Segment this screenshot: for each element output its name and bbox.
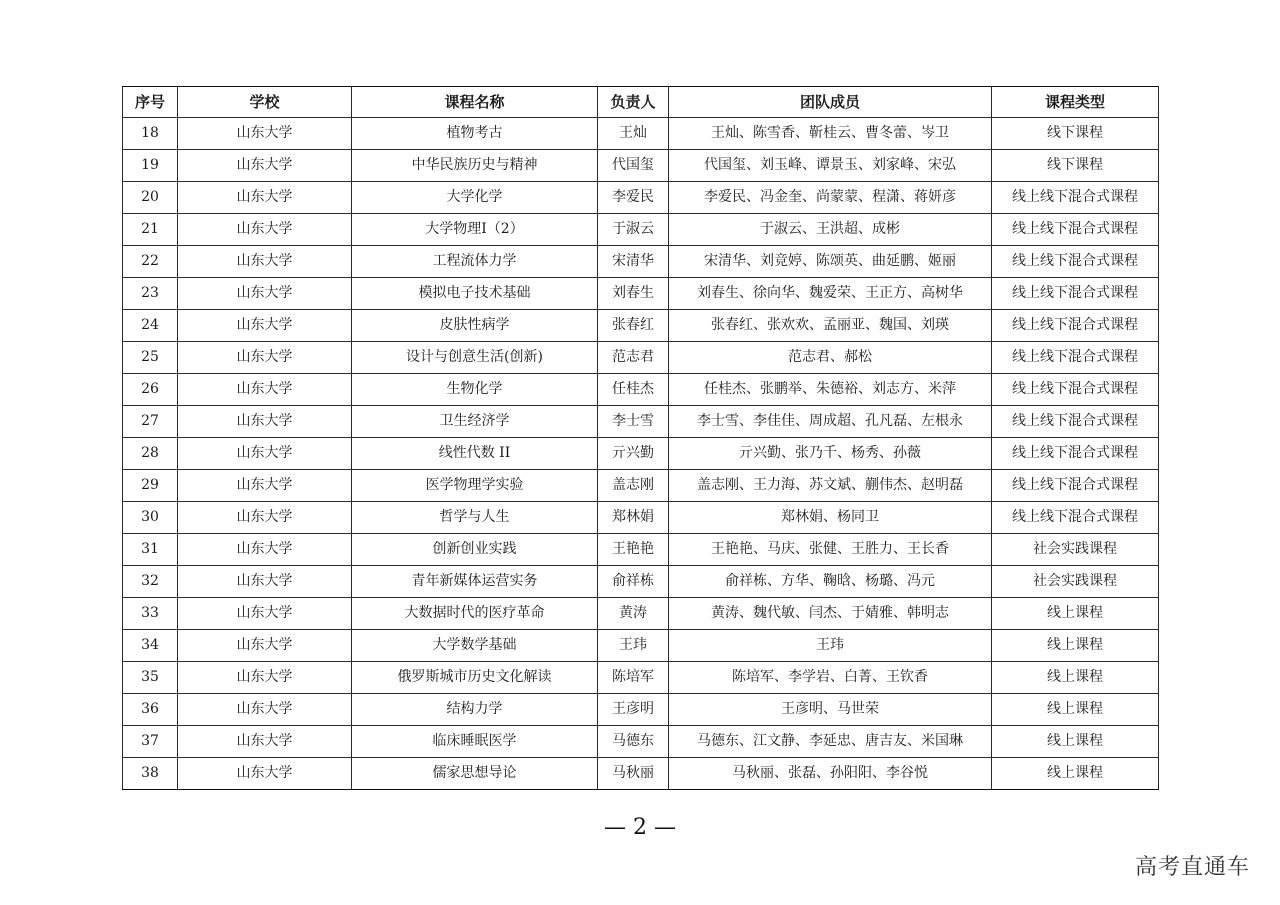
cell-school: 山东大学 xyxy=(178,726,352,758)
cell-school: 山东大学 xyxy=(178,598,352,630)
cell-index: 18 xyxy=(123,118,178,150)
table-row xyxy=(123,694,1159,726)
cell-course-type: 线上线下混合式课程 xyxy=(992,374,1159,406)
cell-lead: 于淑云 xyxy=(598,214,669,246)
cell-school: 山东大学 xyxy=(178,534,352,566)
cell-course-type: 线上课程 xyxy=(992,726,1159,758)
cell-course-name: 线性代数 II xyxy=(352,438,598,470)
table-row xyxy=(123,758,1159,790)
cell-school: 山东大学 xyxy=(178,694,352,726)
cell-index: 23 xyxy=(123,278,178,310)
header-index: 序号 xyxy=(123,87,178,118)
cell-team-members: 亓兴勤、张乃千、杨秀、孙薇 xyxy=(669,438,992,470)
cell-team-members: 宋清华、刘竞婷、陈颂英、曲延鹏、姬丽 xyxy=(669,246,992,278)
table-row xyxy=(123,150,1159,182)
cell-lead: 宋清华 xyxy=(598,246,669,278)
cell-lead: 范志君 xyxy=(598,342,669,374)
cell-index: 35 xyxy=(123,662,178,694)
cell-team-members: 黄涛、魏代敏、闫杰、于婧雅、韩明志 xyxy=(669,598,992,630)
table-row xyxy=(123,470,1159,502)
cell-course-name: 大学物理Ⅰ（2） xyxy=(352,214,598,246)
cell-course-type: 线上课程 xyxy=(992,630,1159,662)
cell-lead: 代国玺 xyxy=(598,150,669,182)
cell-course-name: 青年新媒体运营实务 xyxy=(352,566,598,598)
cell-lead: 俞祥栋 xyxy=(598,566,669,598)
cell-school: 山东大学 xyxy=(178,630,352,662)
cell-index: 25 xyxy=(123,342,178,374)
cell-team-members: 盖志刚、王力海、苏文斌、蒯伟杰、赵明磊 xyxy=(669,470,992,502)
cell-team-members: 王彦明、马世荣 xyxy=(669,694,992,726)
cell-team-members: 张春红、张欢欢、孟丽亚、魏国、刘瑛 xyxy=(669,310,992,342)
cell-course-name: 大学数学基础 xyxy=(352,630,598,662)
cell-index: 24 xyxy=(123,310,178,342)
cell-team-members: 李士雪、李佳佳、周成超、孔凡磊、左根永 xyxy=(669,406,992,438)
cell-course-type: 线上线下混合式课程 xyxy=(992,182,1159,214)
cell-course-name: 医学物理学实验 xyxy=(352,470,598,502)
table-row xyxy=(123,278,1159,310)
cell-lead: 马德东 xyxy=(598,726,669,758)
cell-school: 山东大学 xyxy=(178,246,352,278)
cell-team-members: 于淑云、王洪超、成彬 xyxy=(669,214,992,246)
cell-team-members: 俞祥栋、方华、鞠晗、杨璐、冯元 xyxy=(669,566,992,598)
table-header-row xyxy=(123,87,1159,118)
cell-school: 山东大学 xyxy=(178,214,352,246)
cell-lead: 黄涛 xyxy=(598,598,669,630)
cell-index: 26 xyxy=(123,374,178,406)
cell-course-type: 线上课程 xyxy=(992,758,1159,790)
cell-team-members: 马德东、江文静、李延忠、唐吉友、米国琳 xyxy=(669,726,992,758)
cell-index: 38 xyxy=(123,758,178,790)
cell-lead: 王灿 xyxy=(598,118,669,150)
cell-course-name: 卫生经济学 xyxy=(352,406,598,438)
cell-index: 20 xyxy=(123,182,178,214)
cell-course-name: 皮肤性病学 xyxy=(352,310,598,342)
cell-index: 30 xyxy=(123,502,178,534)
cell-lead: 马秋丽 xyxy=(598,758,669,790)
cell-team-members: 郑林娟、杨同卫 xyxy=(669,502,992,534)
cell-course-name: 中华民族历史与精神 xyxy=(352,150,598,182)
cell-school: 山东大学 xyxy=(178,278,352,310)
cell-course-type: 线下课程 xyxy=(992,118,1159,150)
cell-lead: 陈培军 xyxy=(598,662,669,694)
table-row xyxy=(123,374,1159,406)
cell-course-name: 模拟电子技术基础 xyxy=(352,278,598,310)
cell-school: 山东大学 xyxy=(178,342,352,374)
cell-course-type: 线上线下混合式课程 xyxy=(992,310,1159,342)
cell-team-members: 陈培军、李学岩、白菁、王钦香 xyxy=(669,662,992,694)
cell-school: 山东大学 xyxy=(178,438,352,470)
cell-index: 37 xyxy=(123,726,178,758)
cell-index: 31 xyxy=(123,534,178,566)
table-row xyxy=(123,598,1159,630)
cell-school: 山东大学 xyxy=(178,758,352,790)
cell-course-type: 线上线下混合式课程 xyxy=(992,470,1159,502)
cell-index: 36 xyxy=(123,694,178,726)
cell-lead: 盖志刚 xyxy=(598,470,669,502)
cell-school: 山东大学 xyxy=(178,406,352,438)
cell-school: 山东大学 xyxy=(178,374,352,406)
cell-team-members: 范志君、郝松 xyxy=(669,342,992,374)
cell-index: 32 xyxy=(123,566,178,598)
cell-index: 19 xyxy=(123,150,178,182)
header-lead: 负责人 xyxy=(598,87,669,118)
table-row xyxy=(123,566,1159,598)
cell-index: 28 xyxy=(123,438,178,470)
cell-lead: 郑林娟 xyxy=(598,502,669,534)
table-row xyxy=(123,406,1159,438)
cell-school: 山东大学 xyxy=(178,502,352,534)
header-team-members: 团队成员 xyxy=(669,87,992,118)
cell-course-type: 社会实践课程 xyxy=(992,566,1159,598)
cell-course-name: 俄罗斯城市历史文化解读 xyxy=(352,662,598,694)
cell-lead: 刘春生 xyxy=(598,278,669,310)
cell-index: 29 xyxy=(123,470,178,502)
cell-team-members: 王玮 xyxy=(669,630,992,662)
header-course-name: 课程名称 xyxy=(352,87,598,118)
cell-course-type: 线上线下混合式课程 xyxy=(992,406,1159,438)
cell-index: 33 xyxy=(123,598,178,630)
cell-lead: 王艳艳 xyxy=(598,534,669,566)
course-table xyxy=(122,86,1159,790)
cell-lead: 王玮 xyxy=(598,630,669,662)
table-row xyxy=(123,630,1159,662)
cell-school: 山东大学 xyxy=(178,310,352,342)
cell-course-type: 线下课程 xyxy=(992,150,1159,182)
cell-course-type: 线上线下混合式课程 xyxy=(992,246,1159,278)
cell-lead: 任桂杰 xyxy=(598,374,669,406)
table-row xyxy=(123,662,1159,694)
table-row xyxy=(123,214,1159,246)
cell-school: 山东大学 xyxy=(178,470,352,502)
cell-course-name: 创新创业实践 xyxy=(352,534,598,566)
cell-team-members: 任桂杰、张鹏举、朱德裕、刘志方、米萍 xyxy=(669,374,992,406)
header-school: 学校 xyxy=(178,87,352,118)
cell-course-type: 线上课程 xyxy=(992,662,1159,694)
cell-course-type: 线上线下混合式课程 xyxy=(992,438,1159,470)
table-row xyxy=(123,534,1159,566)
table-row xyxy=(123,342,1159,374)
cell-index: 21 xyxy=(123,214,178,246)
cell-course-type: 线上线下混合式课程 xyxy=(992,278,1159,310)
cell-team-members: 代国玺、刘玉峰、谭景玉、刘家峰、宋弘 xyxy=(669,150,992,182)
table-row xyxy=(123,118,1159,150)
cell-course-name: 设计与创意生活(创新) xyxy=(352,342,598,374)
table-row xyxy=(123,726,1159,758)
cell-course-type: 线上线下混合式课程 xyxy=(992,502,1159,534)
cell-course-name: 植物考古 xyxy=(352,118,598,150)
cell-index: 34 xyxy=(123,630,178,662)
table-row xyxy=(123,310,1159,342)
cell-index: 22 xyxy=(123,246,178,278)
cell-course-type: 社会实践课程 xyxy=(992,534,1159,566)
page-number: — 2 — xyxy=(604,815,676,840)
cell-lead: 亓兴勤 xyxy=(598,438,669,470)
cell-course-name: 生物化学 xyxy=(352,374,598,406)
table-body xyxy=(123,118,1159,790)
table-row xyxy=(123,502,1159,534)
cell-school: 山东大学 xyxy=(178,182,352,214)
cell-lead: 李爱民 xyxy=(598,182,669,214)
cell-lead: 王彦明 xyxy=(598,694,669,726)
cell-team-members: 王灿、陈雪香、靳桂云、曹冬蕾、岑卫 xyxy=(669,118,992,150)
cell-course-name: 临床睡眠医学 xyxy=(352,726,598,758)
watermark-logo-text: 高考直通车 xyxy=(1134,855,1250,880)
cell-course-name: 工程流体力学 xyxy=(352,246,598,278)
cell-course-type: 线上课程 xyxy=(992,598,1159,630)
cell-course-name: 结构力学 xyxy=(352,694,598,726)
cell-team-members: 马秋丽、张磊、孙阳阳、李谷悦 xyxy=(669,758,992,790)
cell-school: 山东大学 xyxy=(178,566,352,598)
cell-course-name: 大数据时代的医疗革命 xyxy=(352,598,598,630)
cell-lead: 李士雪 xyxy=(598,406,669,438)
cell-school: 山东大学 xyxy=(178,662,352,694)
cell-index: 27 xyxy=(123,406,178,438)
cell-school: 山东大学 xyxy=(178,150,352,182)
cell-school: 山东大学 xyxy=(178,118,352,150)
cell-course-name: 儒家思想导论 xyxy=(352,758,598,790)
table-row xyxy=(123,246,1159,278)
cell-lead: 张春红 xyxy=(598,310,669,342)
cell-course-name: 大学化学 xyxy=(352,182,598,214)
header-course-type: 课程类型 xyxy=(992,87,1159,118)
cell-course-type: 线上线下混合式课程 xyxy=(992,214,1159,246)
table-row xyxy=(123,182,1159,214)
cell-team-members: 王艳艳、马庆、张健、王胜力、王长香 xyxy=(669,534,992,566)
cell-team-members: 李爱民、冯金奎、尚蒙蒙、程潇、蒋妍彦 xyxy=(669,182,992,214)
cell-team-members: 刘春生、徐向华、魏爱荣、王正方、高树华 xyxy=(669,278,992,310)
table-row xyxy=(123,438,1159,470)
cell-course-type: 线上线下混合式课程 xyxy=(992,342,1159,374)
cell-course-type: 线上课程 xyxy=(992,694,1159,726)
cell-course-name: 哲学与人生 xyxy=(352,502,598,534)
